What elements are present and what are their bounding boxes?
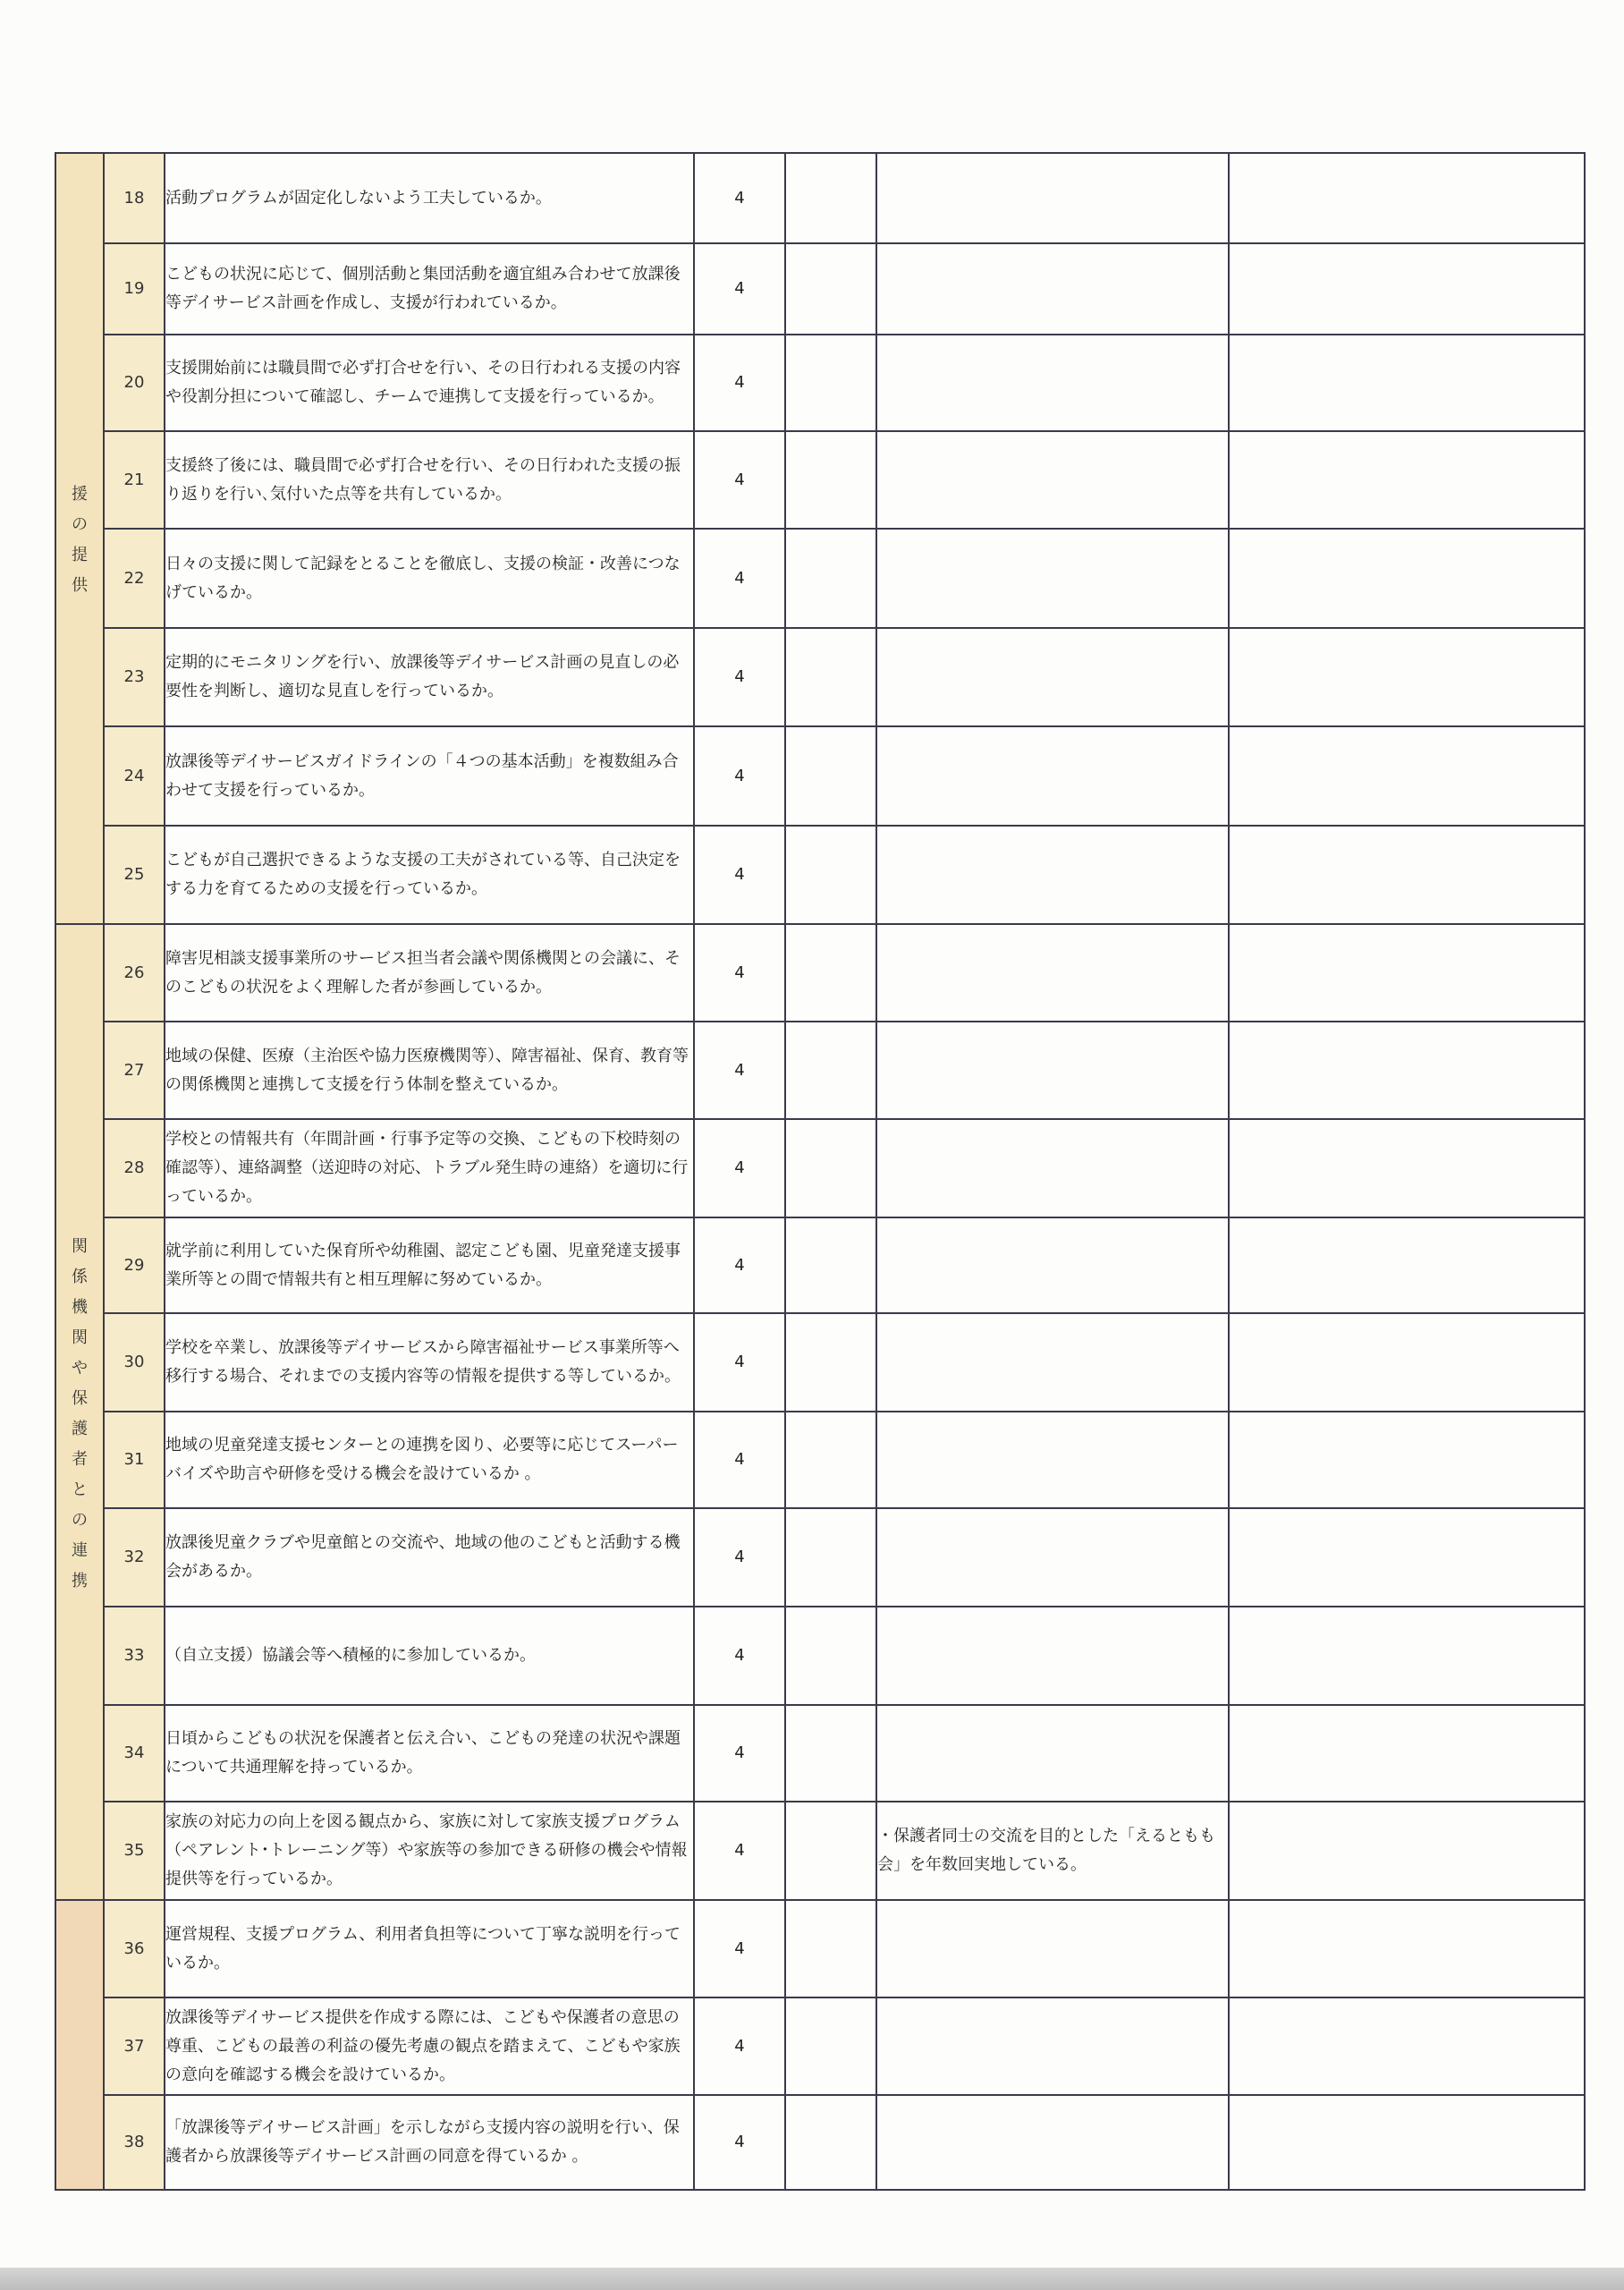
blank-cell — [785, 1607, 876, 1705]
blank-cell — [1229, 1508, 1585, 1607]
blank-cell — [785, 1313, 876, 1412]
score-cell: 4 — [694, 1900, 785, 1997]
blank-cell — [785, 924, 876, 1022]
item-text: 支援終了後には、職員間で必ず打合せを行い、その日行われた支援の振り返りを行い､気付いた点等を共有しているか。 — [165, 431, 694, 529]
item-text: 日々の支援に関して記録をとることを徹底し、支援の検証・改善につなげているか。 — [165, 529, 694, 628]
item-text: 地域の児童発達支援センターとの連携を図り、必要等に応じてスーパーバイズや助言や研修を受ける機会を設けているか 。 — [165, 1412, 694, 1508]
note-cell — [876, 924, 1229, 1022]
table-row — [55, 1508, 1585, 1607]
note-cell — [876, 1313, 1229, 1412]
score-cell: 4 — [694, 1607, 785, 1705]
note-cell — [876, 529, 1229, 628]
note-cell — [876, 1997, 1229, 2095]
score-cell: 4 — [694, 1313, 785, 1412]
item-number: 20 — [104, 335, 165, 431]
category-cell-liaison — [55, 924, 104, 1900]
item-number: 33 — [104, 1607, 165, 1705]
blank-cell — [1229, 1022, 1585, 1119]
score-cell: 4 — [694, 431, 785, 529]
table-row — [55, 826, 1585, 924]
blank-cell — [1229, 1900, 1585, 1997]
item-text: 日頃からこどもの状況を保護者と伝え合い、こどもの発達の状況や課題について共通理解を持っているか。 — [165, 1705, 694, 1802]
table-row — [55, 153, 1585, 243]
table-row — [55, 1705, 1585, 1802]
item-text: 運営規程、支援プログラム、利用者負担等について丁寧な説明を行っているか。 — [165, 1900, 694, 1997]
score-cell: 4 — [694, 628, 785, 726]
evaluation-table — [55, 152, 1586, 2191]
category-label: 関係機関や保護者との連携 — [72, 1236, 88, 1590]
blank-cell — [1229, 1997, 1585, 2095]
note-cell — [876, 1217, 1229, 1313]
blank-cell — [1229, 1705, 1585, 1802]
item-text: こどもが自己選択できるような支援の工夫がされている等、自己決定をする力を育てるための支援を行っているか。 — [165, 826, 694, 924]
note-cell — [876, 1705, 1229, 1802]
note-cell — [876, 1508, 1229, 1607]
blank-cell — [785, 1119, 876, 1217]
blank-cell — [785, 1022, 876, 1119]
item-text: 学校との情報共有（年間計画・行事予定等の交換、こどもの下校時刻の確認等）、連絡調整（送迎時の対応、トラブル発生時の連絡）を適切に行っているか。 — [165, 1119, 694, 1217]
item-number: 22 — [104, 529, 165, 628]
blank-cell — [785, 726, 876, 826]
table-row — [55, 1022, 1585, 1119]
table-row — [55, 1313, 1585, 1412]
blank-cell — [785, 243, 876, 335]
category-label: 援の提供 — [72, 485, 88, 595]
item-number: 35 — [104, 1802, 165, 1900]
scan-edge-shadow — [0, 2268, 1624, 2290]
score-cell: 4 — [694, 826, 785, 924]
blank-cell — [785, 1705, 876, 1802]
table-row — [55, 243, 1585, 335]
table-row — [55, 335, 1585, 431]
blank-cell — [1229, 335, 1585, 431]
item-number: 27 — [104, 1022, 165, 1119]
item-number: 37 — [104, 1997, 165, 2095]
score-cell: 4 — [694, 153, 785, 243]
blank-cell — [1229, 1217, 1585, 1313]
score-cell: 4 — [694, 243, 785, 335]
blank-cell — [1229, 1412, 1585, 1508]
item-text: 地域の保健、医療（主治医や協力医療機関等）、障害福祉、保育、教育等の関係機関と連携して支援を行う体制を整えているか。 — [165, 1022, 694, 1119]
item-text: 支援開始前には職員間で必ず打合せを行い、その日行われる支援の内容や役割分担について確認し、チームで連携して支援を行っているか。 — [165, 335, 694, 431]
blank-cell — [1229, 826, 1585, 924]
note-cell — [876, 1119, 1229, 1217]
item-number: 23 — [104, 628, 165, 726]
score-cell: 4 — [694, 1412, 785, 1508]
category-cell-support-provision — [55, 153, 104, 924]
item-number: 25 — [104, 826, 165, 924]
score-cell: 4 — [694, 1119, 785, 1217]
blank-cell — [785, 1412, 876, 1508]
table-row — [55, 726, 1585, 826]
blank-cell — [785, 628, 876, 726]
item-text: （自立支援）協議会等へ積極的に参加しているか。 — [165, 1607, 694, 1705]
blank-cell — [1229, 2095, 1585, 2190]
item-text: こどもの状況に応じて、個別活動と集団活動を適宜組み合わせて放課後等デイサービス計画を作成し、支援が行われているか。 — [165, 243, 694, 335]
item-number: 24 — [104, 726, 165, 826]
score-cell: 4 — [694, 726, 785, 826]
blank-cell — [1229, 529, 1585, 628]
note-cell — [876, 1900, 1229, 1997]
blank-cell — [1229, 924, 1585, 1022]
table-row — [55, 1997, 1585, 2095]
table-row — [55, 1900, 1585, 1997]
item-number: 18 — [104, 153, 165, 243]
score-cell: 4 — [694, 529, 785, 628]
blank-cell — [1229, 628, 1585, 726]
item-text: 障害児相談支援事業所のサービス担当者会議や関係機関との会議に、そのこどもの状況をよく理解した者が参画しているか。 — [165, 924, 694, 1022]
blank-cell — [785, 153, 876, 243]
blank-cell — [785, 1217, 876, 1313]
table-row — [55, 1802, 1585, 1900]
item-number: 21 — [104, 431, 165, 529]
table-row — [55, 924, 1585, 1022]
score-cell: 4 — [694, 1705, 785, 1802]
table-row — [55, 1607, 1585, 1705]
item-number: 30 — [104, 1313, 165, 1412]
item-number: 32 — [104, 1508, 165, 1607]
table-row — [55, 431, 1585, 529]
item-text: 学校を卒業し、放課後等デイサービスから障害福祉サービス事業所等へ移行する場合、それまでの支援内容等の情報を提供する等しているか。 — [165, 1313, 694, 1412]
item-text: 放課後児童クラブや児童館との交流や、地域の他のこどもと活動する機会があるか。 — [165, 1508, 694, 1607]
note-cell — [876, 335, 1229, 431]
blank-cell — [1229, 1802, 1585, 1900]
item-text: 「放課後等デイサービス計画」を示しながら支援内容の説明を行い、保護者から放課後等デイサービス計画の同意を得ているか 。 — [165, 2095, 694, 2190]
item-number: 36 — [104, 1900, 165, 1997]
blank-cell — [785, 2095, 876, 2190]
note-cell — [876, 153, 1229, 243]
table-row — [55, 628, 1585, 726]
item-number: 31 — [104, 1412, 165, 1508]
blank-cell — [1229, 1607, 1585, 1705]
score-cell: 4 — [694, 2095, 785, 2190]
note-cell — [876, 726, 1229, 826]
blank-cell — [785, 1508, 876, 1607]
blank-cell — [785, 1900, 876, 1997]
score-cell: 4 — [694, 1802, 785, 1900]
item-number: 26 — [104, 924, 165, 1022]
table-row — [55, 1217, 1585, 1313]
item-text: 放課後等デイサービスガイドラインの「４つの基本活動」を複数組み合わせて支援を行っているか。 — [165, 726, 694, 826]
table-row — [55, 1412, 1585, 1508]
note-cell — [876, 1022, 1229, 1119]
note-cell — [876, 826, 1229, 924]
blank-cell — [785, 431, 876, 529]
item-text: 就学前に利用していた保育所や幼稚園、認定こども園、児童発達支援事業所等との間で情報共有と相互理解に努めているか。 — [165, 1217, 694, 1313]
item-number: 19 — [104, 243, 165, 335]
score-cell: 4 — [694, 1022, 785, 1119]
blank-cell — [785, 529, 876, 628]
item-number: 38 — [104, 2095, 165, 2190]
blank-cell — [785, 826, 876, 924]
item-number: 29 — [104, 1217, 165, 1313]
score-cell: 4 — [694, 1508, 785, 1607]
note-cell: ・保護者同士の交流を目的とした「えるともも会」を年数回実地している。 — [876, 1802, 1229, 1900]
blank-cell — [785, 335, 876, 431]
table-row — [55, 529, 1585, 628]
item-text: 放課後等デイサービス提供を作成する際には、こどもや保護者の意思の尊重、こどもの最善の利益の優先考慮の観点を踏まえて、こどもや家族の意向を確認する機会を設けているか。 — [165, 1997, 694, 2095]
blank-cell — [785, 1802, 876, 1900]
item-text: 定期的にモニタリングを行い、放課後等デイサービス計画の見直しの必要性を判断し、適切な見直しを行っているか。 — [165, 628, 694, 726]
blank-cell — [785, 1997, 876, 2095]
note-cell — [876, 243, 1229, 335]
category-label — [71, 2046, 89, 2049]
category-cell-continued — [55, 1900, 104, 2190]
blank-cell — [1229, 243, 1585, 335]
note-cell — [876, 1412, 1229, 1508]
item-number: 34 — [104, 1705, 165, 1802]
blank-cell — [1229, 726, 1585, 826]
blank-cell — [1229, 1313, 1585, 1412]
score-cell: 4 — [694, 335, 785, 431]
item-number: 28 — [104, 1119, 165, 1217]
score-cell: 4 — [694, 1997, 785, 2095]
note-cell — [876, 628, 1229, 726]
blank-cell — [1229, 153, 1585, 243]
item-text: 家族の対応力の向上を図る観点から、家族に対して家族支援プログラム（ペアレント･トレーニング等）や家族等の参加できる研修の機会や情報提供等を行っているか。 — [165, 1802, 694, 1900]
table-row — [55, 1119, 1585, 1217]
note-cell — [876, 431, 1229, 529]
score-cell: 4 — [694, 924, 785, 1022]
table-row — [55, 2095, 1585, 2190]
note-cell — [876, 2095, 1229, 2190]
blank-cell — [1229, 431, 1585, 529]
score-cell: 4 — [694, 1217, 785, 1313]
note-cell — [876, 1607, 1229, 1705]
item-text: 活動プログラムが固定化しないよう工夫しているか。 — [165, 153, 694, 243]
blank-cell — [1229, 1119, 1585, 1217]
